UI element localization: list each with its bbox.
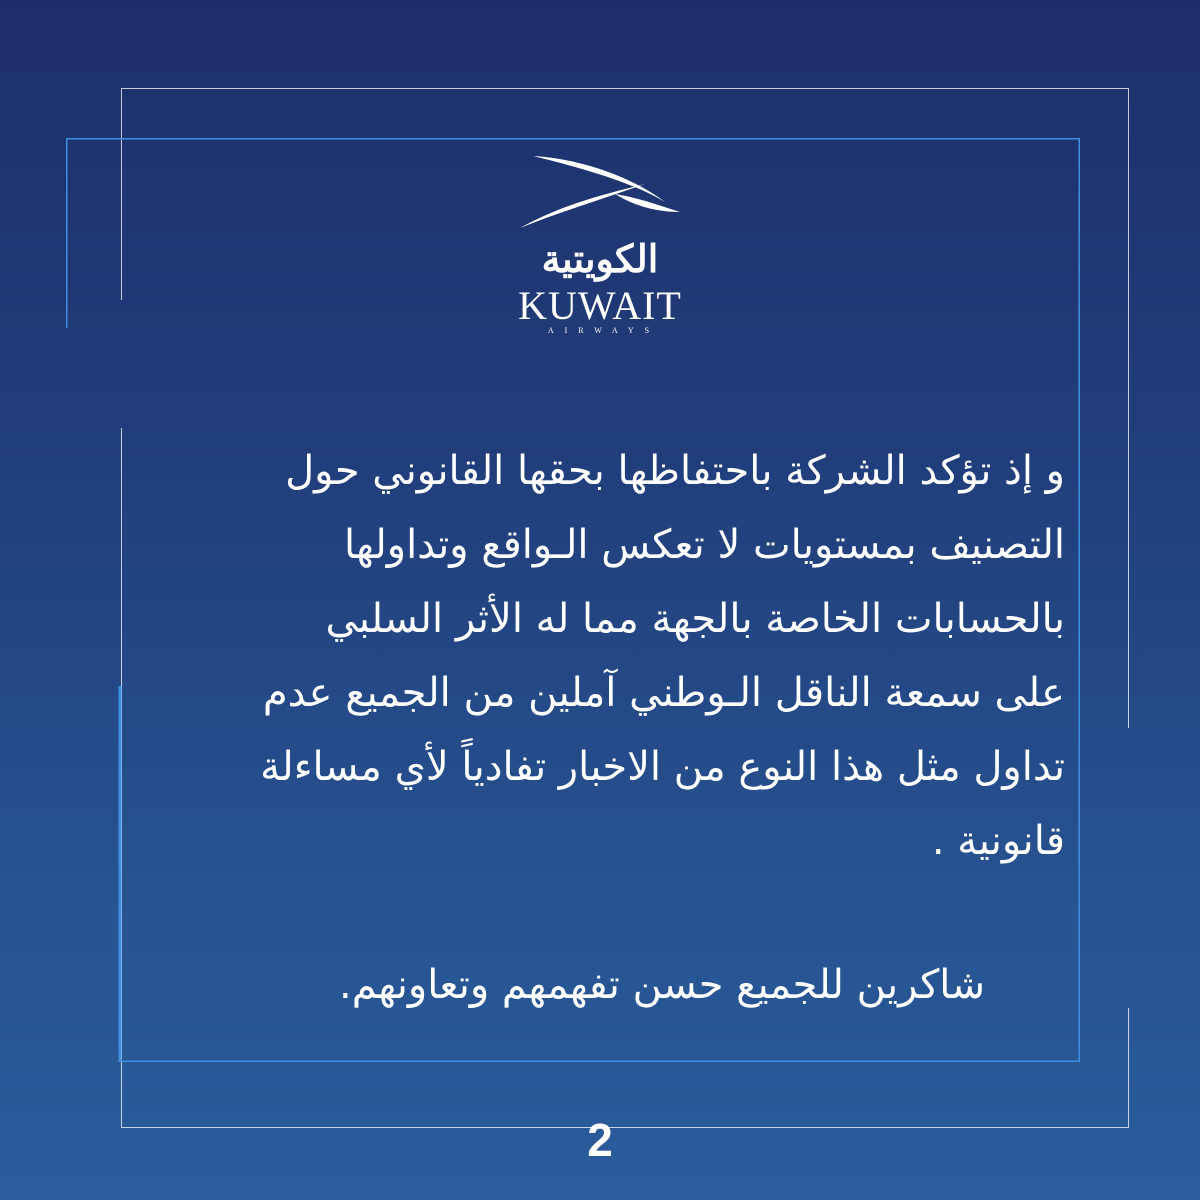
statement-line-3: بالحسابات الخاصة بالجهة مما له الأثر السلبي [325, 596, 1065, 642]
logo-latin-name: KUWAIT [518, 283, 682, 328]
kuwait-airways-logo [500, 150, 700, 360]
statement-line-2: التصنيف بمستويات لا تعكس الـواقع وتداولها [343, 522, 1065, 568]
statement-line-1: و إذ تؤكد الشركة باحتفاظها بحقها القانوني حول [285, 448, 1065, 494]
statement-line-4: على سمعة الناقل الـوطني آملين من الجميع عدم [262, 670, 1065, 716]
statement-line-6: قانونية . [931, 818, 1065, 864]
statement-paragraph [140, 434, 1065, 878]
logo-sub-name: AIRWAYS [547, 326, 661, 335]
logo-arabic-name: الكويتية [541, 236, 659, 281]
closing-thanks: شاكرين للجميع حسن تفهمهم وتعاونهم. [339, 962, 985, 1008]
page-number: 2 [587, 1114, 613, 1166]
statement-line-5: تداول مثل هذا النوع من الاخبار تفادياً لأي مساءلة [260, 744, 1065, 790]
bird-emblem-icon [515, 150, 685, 230]
